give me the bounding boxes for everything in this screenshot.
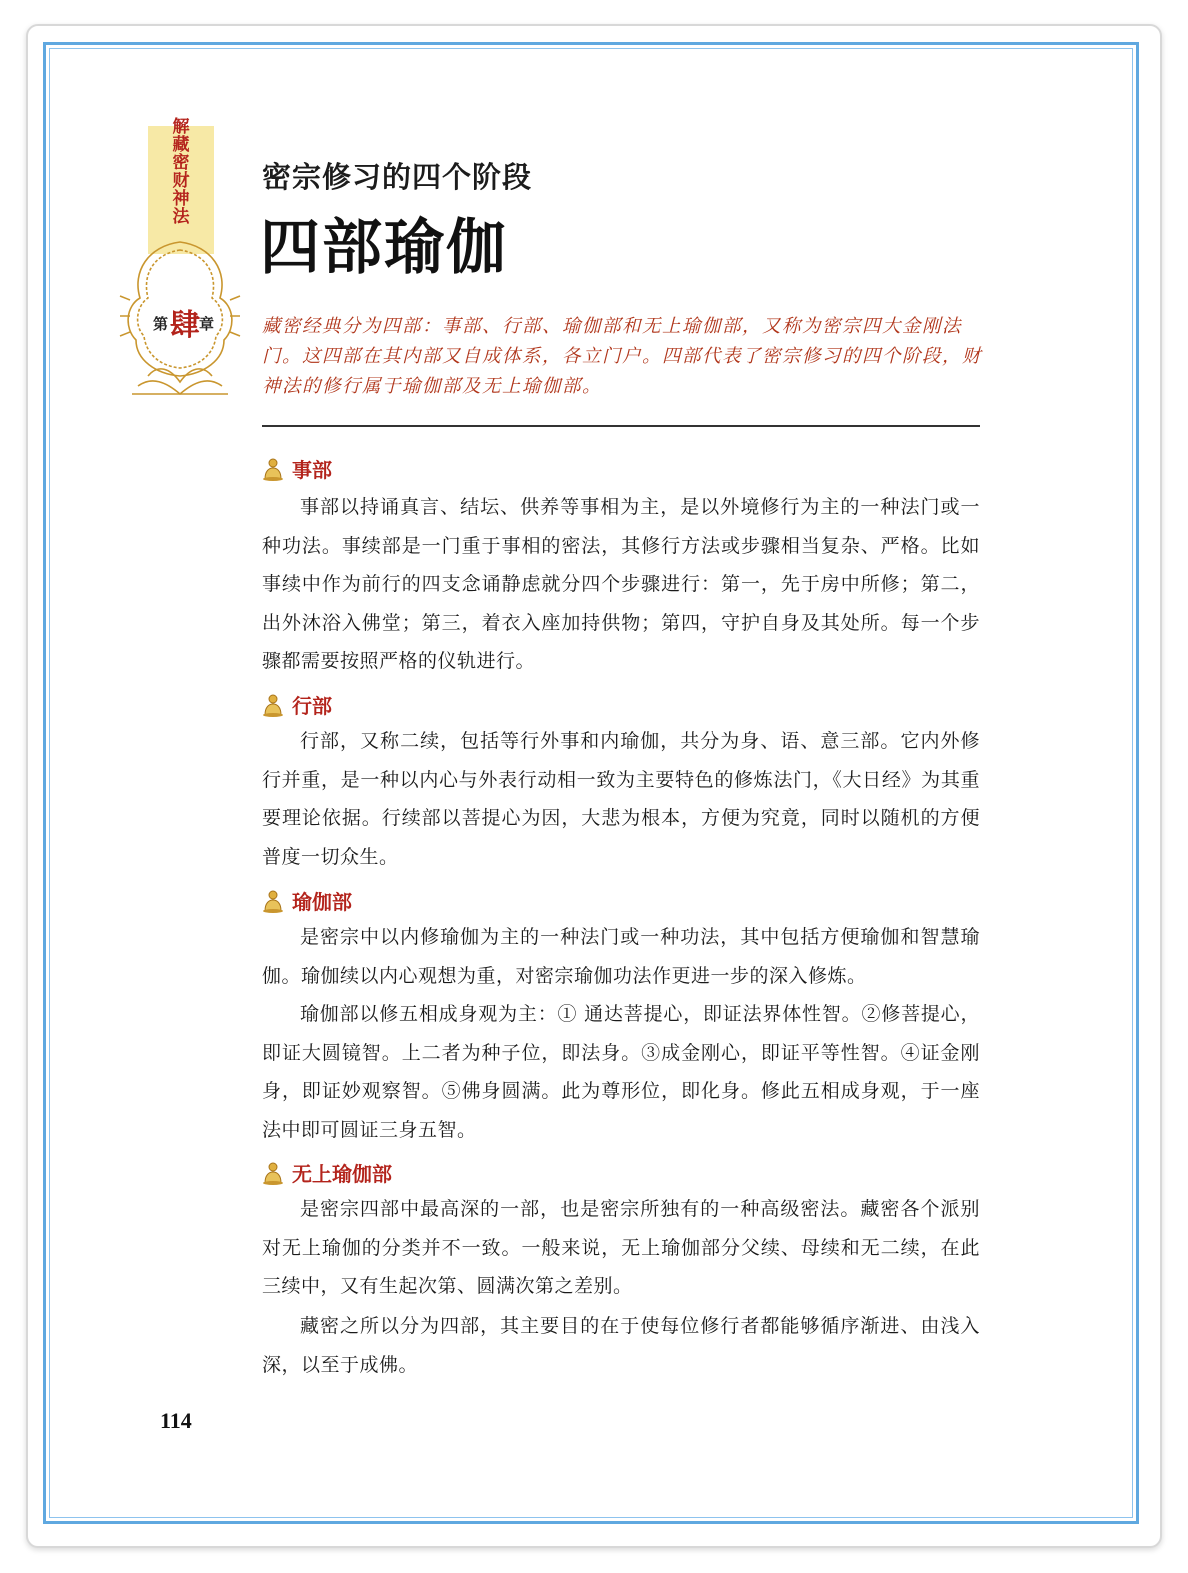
side-tab-text: 解藏密财神法 — [172, 117, 190, 227]
section-label: 事部 — [292, 458, 332, 482]
section-paragraph: 行部，又称二续，包括等行外事和内瑜伽，共分为身、语、意三部。它内外修行并重，是一种以内心与外表行动相一致为主要特色的修炼法门，《大日经》为其重要理论依据。行续部以菩提心为因，大悲为根本，方便为究竟，同时以随机的方便普度一切众生。 — [262, 730, 980, 868]
section-label: 行部 — [292, 694, 332, 718]
divider — [262, 425, 980, 427]
section-label: 瑜伽部 — [292, 890, 352, 914]
chapter-suffix: 章 — [199, 315, 215, 333]
section-paragraph: 事部以持诵真言、结坛、供养等事相为主，是以外境修行为主的一种法门或一种功法。事续部是一门重于事相的密法，其修行方法或步骤相当复杂、严格。比如事续中作为前行的四支念诵静虑就分四个步骤进行：第一，先于房中所修；第二，出外沐浴入佛堂；第三，着衣入座加持供物；第四，守护自身及其处所。每一个步骤都需要按照严格的仪轨进行。 — [262, 496, 980, 672]
chapter-numeral: 肆 — [170, 308, 200, 343]
chapter-prefix: 第 — [153, 315, 169, 333]
deity-figure-icon — [262, 693, 284, 717]
page-number: 114 — [160, 1408, 192, 1433]
section-heading — [262, 454, 332, 483]
deity-figure-icon — [262, 457, 284, 481]
section-heading — [262, 690, 332, 719]
section-heading — [262, 886, 352, 915]
section-paragraph: 是密宗中以内修瑜伽为主的一种法门或一种功法，其中包括方便瑜伽和智慧瑜伽。瑜伽续以内心观想为重，对密宗瑜伽功法作更进一步的深入修炼。 — [262, 926, 980, 987]
page-title: 四部瑜伽 — [260, 213, 508, 283]
section-heading — [262, 1158, 392, 1187]
deity-figure-icon — [262, 889, 284, 913]
page-subtitle: 密宗修习的四个阶段 — [262, 160, 533, 194]
section-paragraph: 是密宗四部中最高深的一部，也是密宗所独有的一种高级密法。藏密各个派别对无上瑜伽的分类并不一致。一般来说，无上瑜伽部分父续、母续和无二续，在此三续中，又有生起次第、圆满次第之差别。 — [262, 1198, 980, 1297]
section-paragraph: 藏密之所以分为四部，其主要目的在于使每位修行者都能够循序渐进、由浅入深，以至于成佛。 — [262, 1315, 980, 1376]
section-label: 无上瑜伽部 — [292, 1162, 392, 1186]
section-paragraph: 瑜伽部以修五相成身观为主：① 通达菩提心，即证法界体性智。②修菩提心，即证大圆镜智。上二者为种子位，即法身。③成金刚心，即证平等性智。④证金刚身，即证妙观察智。⑤佛身圆满。此为尊形位，即化身。修此五相成身观，于一座法中即可圆证三身五智。 — [262, 1003, 980, 1141]
deity-figure-icon — [262, 1161, 284, 1185]
intro-paragraph: 藏密经典分为四部：事部、行部、瑜伽部和无上瑜伽部，又称为密宗四大金刚法门。这四部在其内部又自成体系，各立门户。四部代表了密宗修习的四个阶段，财神法的修行属于瑜伽部及无上瑜伽部。 — [262, 316, 983, 397]
